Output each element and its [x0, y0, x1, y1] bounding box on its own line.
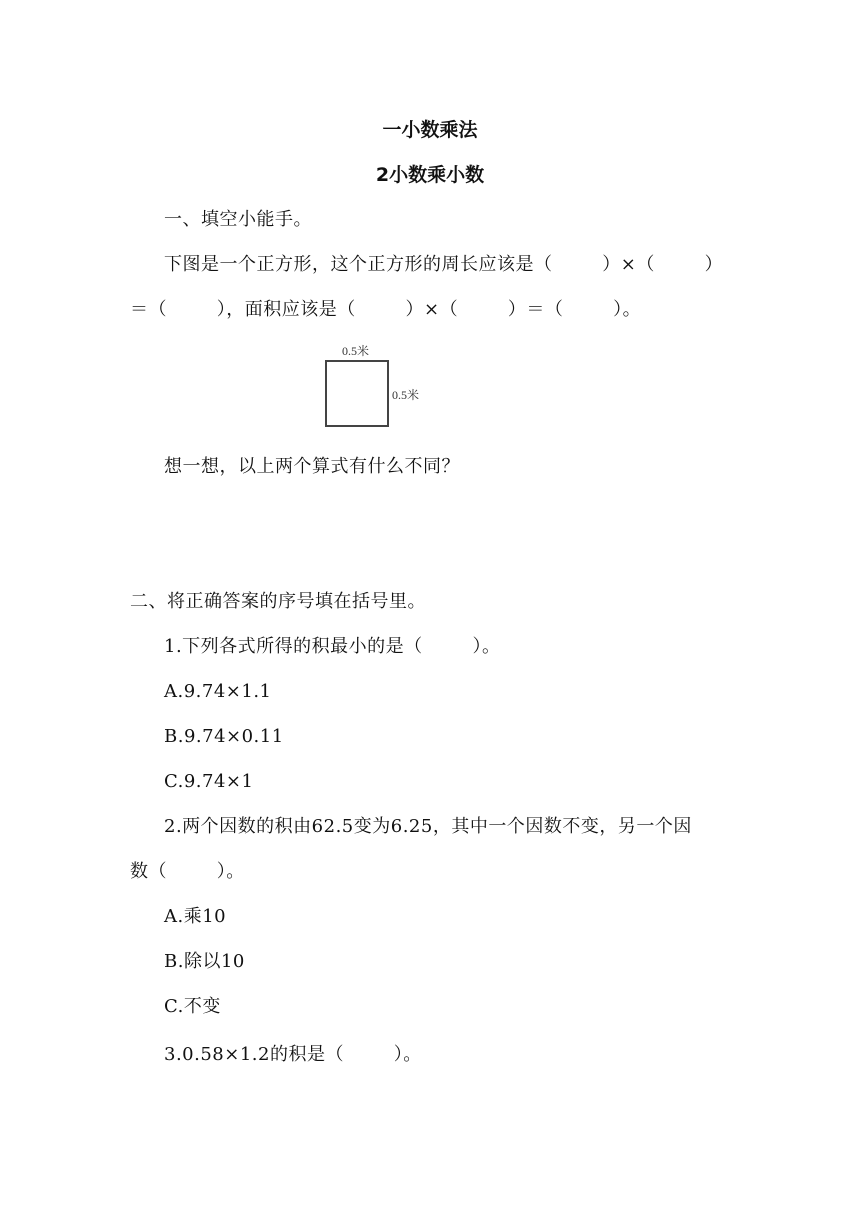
question-2-option-b: B.除以10: [164, 951, 245, 972]
question-3-stem: 3.0.58×1.2的积是（ ）。: [164, 1044, 422, 1065]
square-top-label: 0.5米: [342, 344, 370, 358]
question-2-option-a: A.乘10: [164, 906, 227, 927]
question-line-2: ＝（ ），面积应该是（ ）×（ ）＝（ ）。: [130, 299, 642, 320]
section2-heading: 二、将正确答案的序号填在括号里。: [130, 591, 426, 612]
question-1-stem: 1.下列各式所得的积最小的是（ ）。: [164, 636, 501, 657]
question-2-stem-line-1: 2.两个因数的积由62.5变为6.25，其中一个因数不变，另一个因: [164, 816, 692, 837]
think-question: 想一想，以上两个算式有什么不同？: [164, 456, 460, 477]
square-figure: [322, 344, 434, 432]
question-2-stem-line-2: 数（ ）。: [130, 861, 245, 882]
square-side-label: 0.5米: [392, 388, 420, 402]
question-1-option-b: B.9.74×0.11: [164, 726, 284, 747]
section1-heading: 一、填空小能手。: [164, 209, 312, 230]
unit-title: 一小数乘法: [382, 119, 478, 141]
question-1-option-c: C.9.74×1: [164, 771, 254, 792]
square-shape: [325, 360, 389, 427]
question-line-1: 下图是一个正方形，这个正方形的周长应该是（ ）×（ ）: [164, 254, 724, 275]
lesson-title: 2小数乘小数: [375, 164, 485, 186]
question-2-option-c: C.不变: [164, 996, 221, 1017]
question-1-option-a: A.9.74×1.1: [164, 681, 272, 702]
